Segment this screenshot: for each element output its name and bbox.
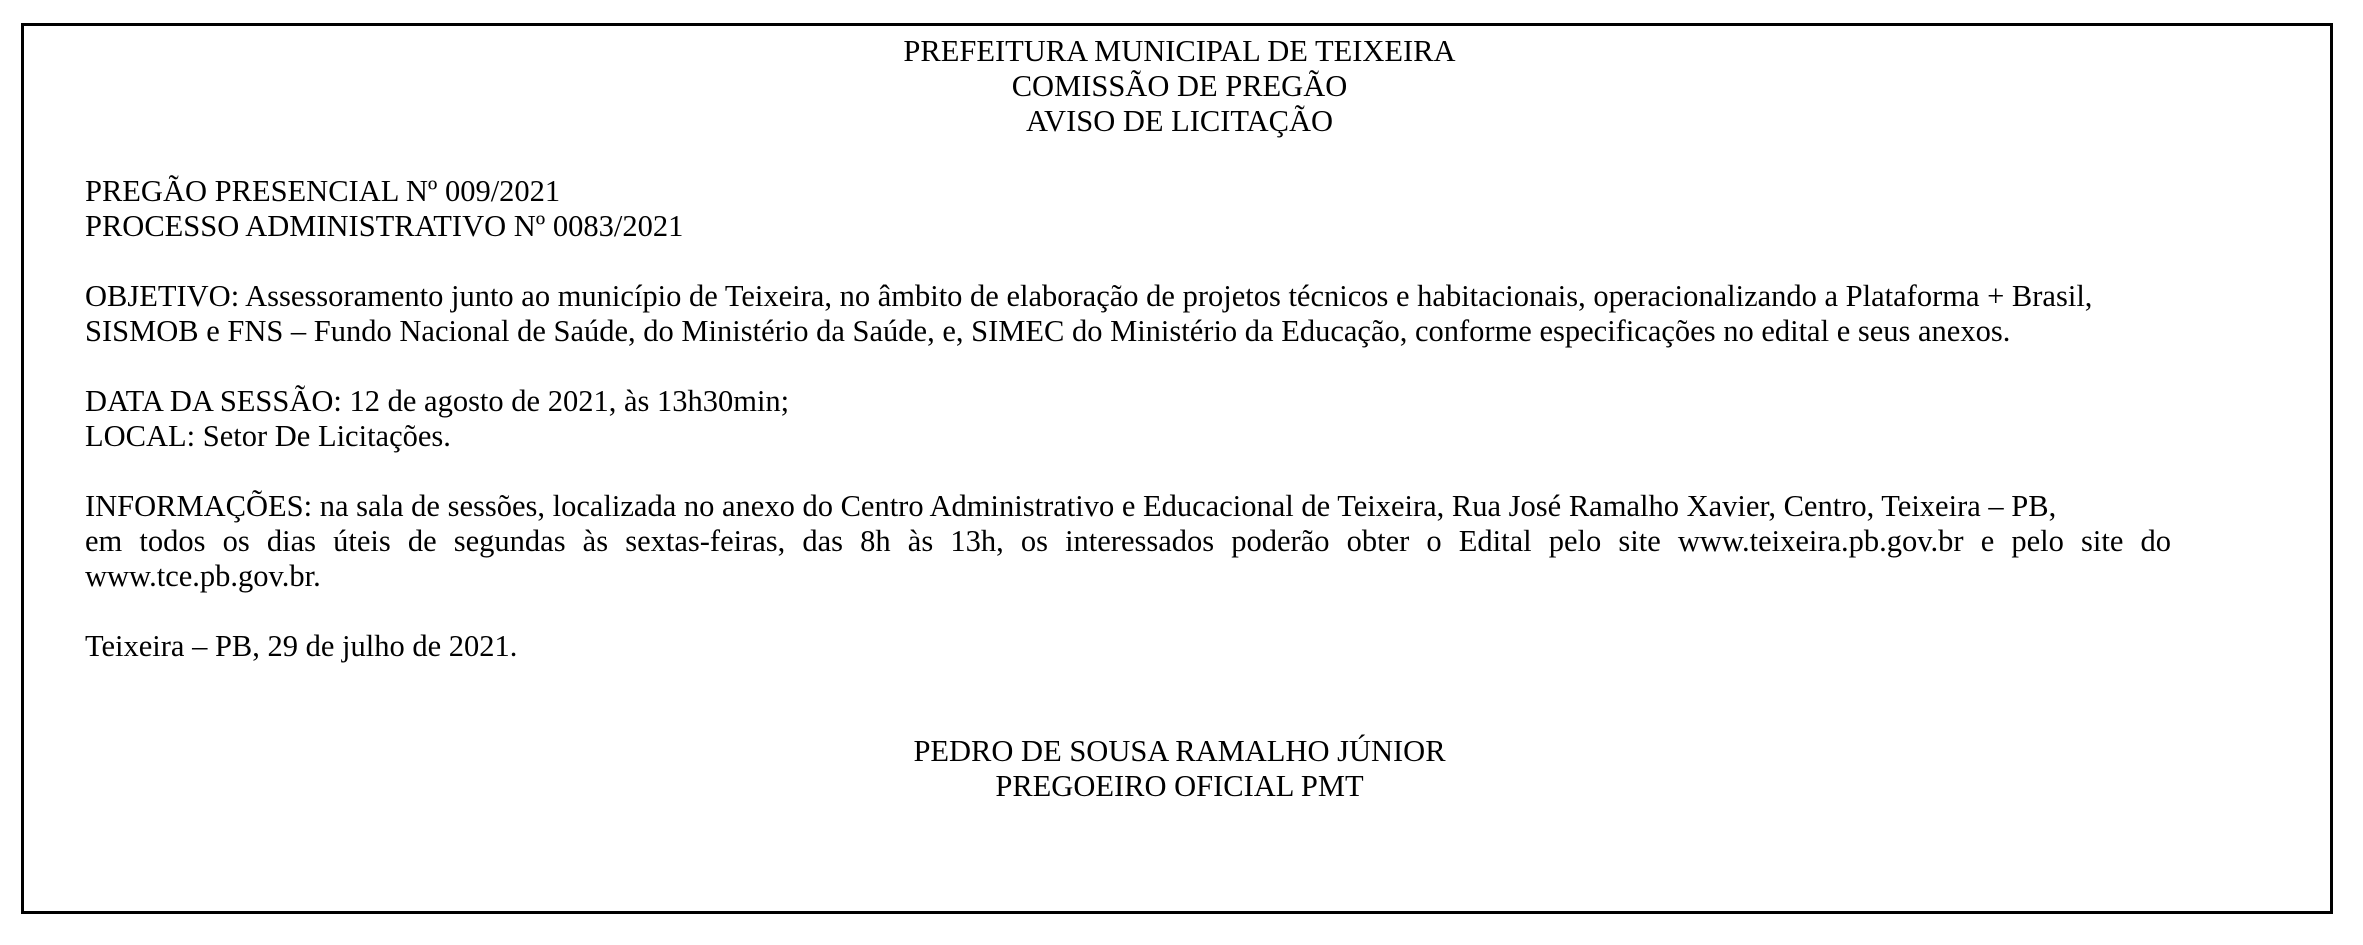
informacoes-line: www.tce.pb.gov.br. [85, 559, 321, 593]
place-date: Teixeira – PB, 29 de julho de 2021. [85, 629, 518, 663]
spacer [85, 349, 2274, 384]
objetivo-line: SISMOB e FNS – Fundo Nacional de Saúde, do Ministério da Saúde, e, SIMEC do Ministério da Educação, conforme especificações no edital e seus anexos. [85, 314, 2011, 348]
informacoes-paragraph [85, 489, 2274, 594]
notice-content [85, 34, 2274, 804]
session-date: DATA DA SESSÃO: 12 de agosto de 2021, às 13h30min; [85, 384, 790, 418]
informacoes-line: INFORMAÇÕES: na sala de sessões, localizada no anexo do Centro Administrativo e Educacional de Teixeira, Rua José Ramalho Xavier, Centro, Teixeira – PB, [85, 489, 2057, 523]
spacer [85, 454, 2274, 489]
spacer [85, 244, 2274, 279]
informacoes-line: em todos os dias úteis de segundas às sextas-feiras, das 8h às 13h, os interessados poderão obter o Edital pelo site www.teixeira.pb.gov.br e pelo site do [85, 524, 2171, 558]
processo-number: PROCESSO ADMINISTRATIVO Nº 0083/2021 [85, 209, 684, 243]
spacer [85, 664, 2274, 699]
header-notice-title: AVISO DE LICITAÇÃO [1025, 104, 1334, 138]
header-commission: COMISSÃO DE PREGÃO [1011, 69, 1348, 103]
spacer [85, 139, 2274, 174]
signatory-role: PREGOEIRO OFICIAL PMT [995, 769, 1364, 803]
objetivo-paragraph [85, 279, 2274, 349]
objetivo-line: OBJETIVO: Assessoramento junto ao município de Teixeira, no âmbito de elaboração de projetos técnicos e habitacionais, operacionalizando a Plataforma + Brasil, [85, 279, 2093, 313]
pregao-number: PREGÃO PRESENCIAL Nº 009/2021 [85, 174, 561, 208]
spacer [85, 594, 2274, 629]
signatory-name: PEDRO DE SOUSA RAMALHO JÚNIOR [913, 734, 1446, 768]
session-location: LOCAL: Setor De Licitações. [85, 419, 451, 453]
spacer [85, 699, 2274, 734]
header-municipality: PREFEITURA MUNICIPAL DE TEIXEIRA [903, 34, 1456, 68]
